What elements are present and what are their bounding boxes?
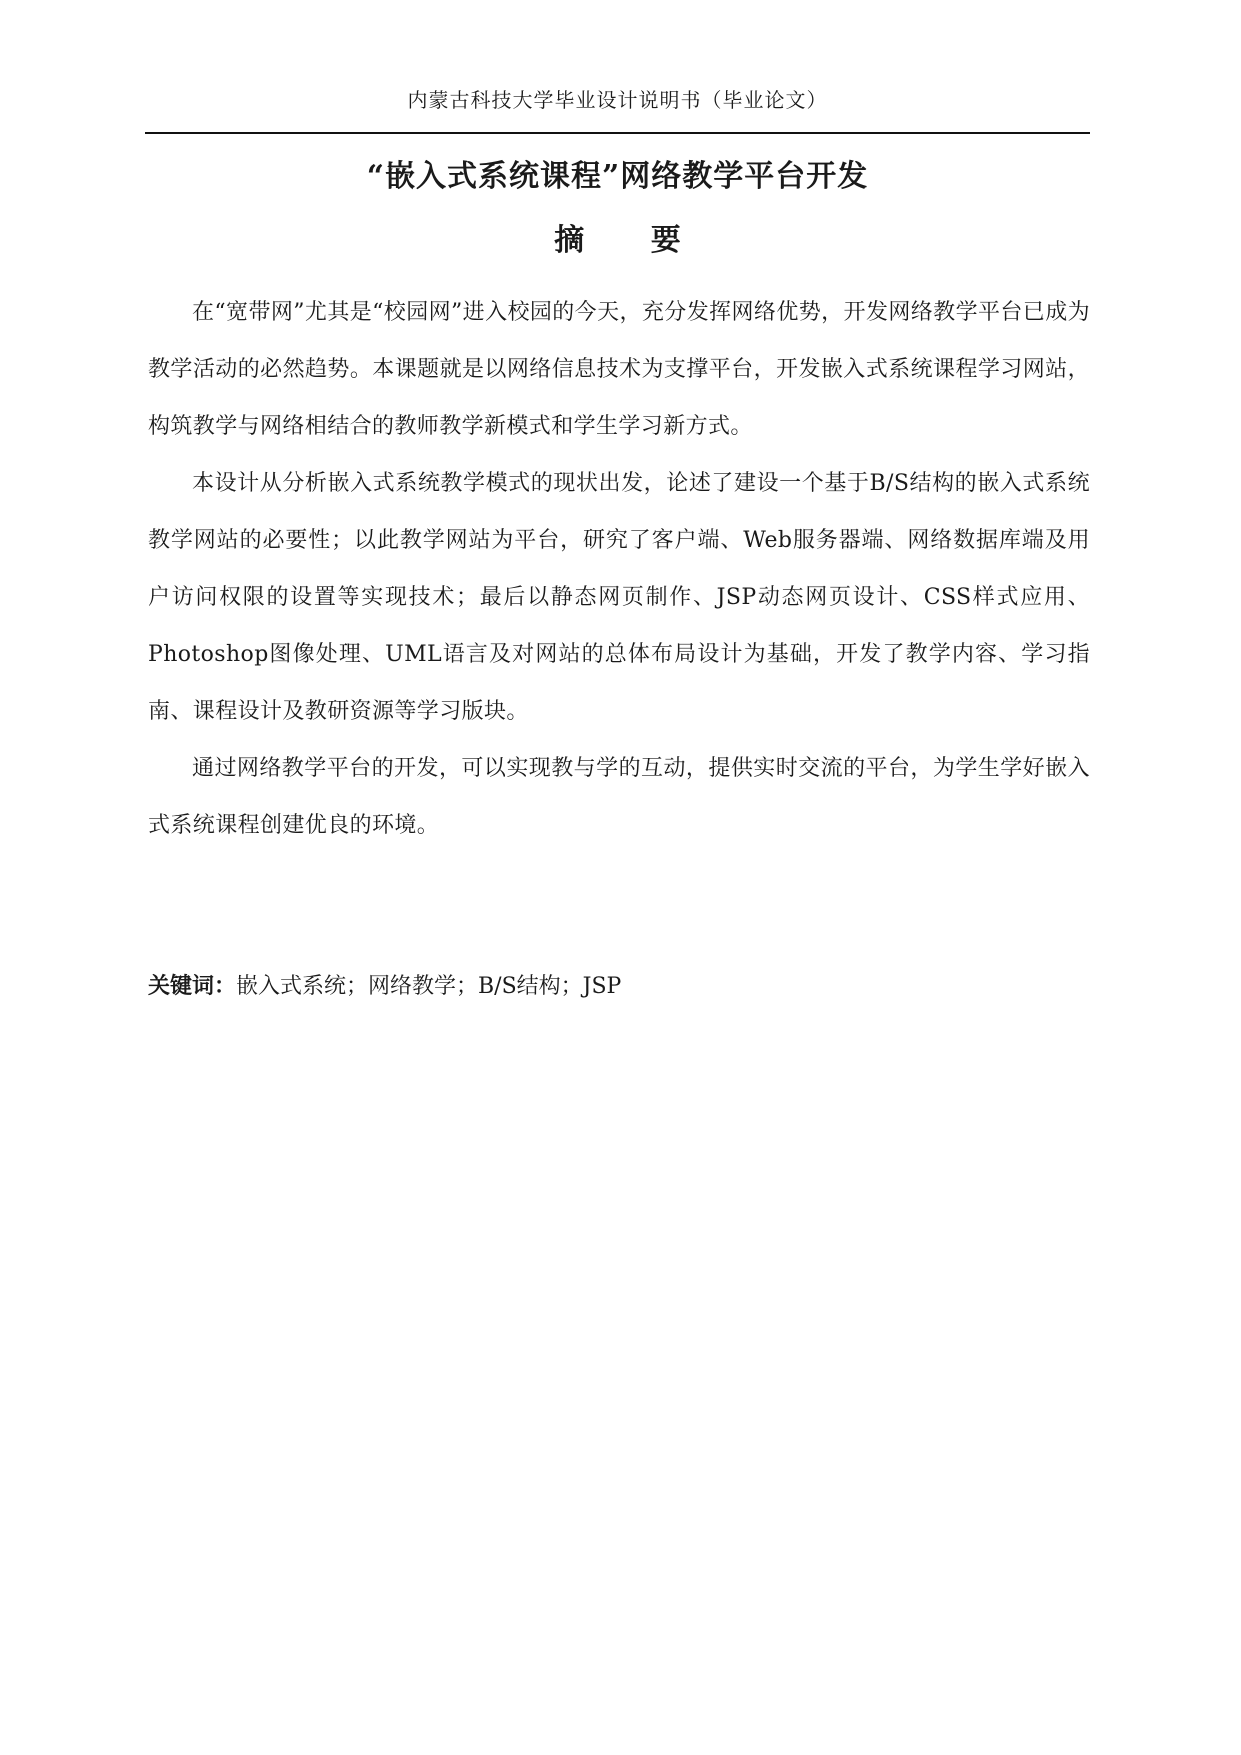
- abstract-heading: 摘 要: [554, 223, 709, 258]
- abstract-body: [148, 284, 1090, 854]
- keywords-text: 嵌入式系统；网络教学；B/S结构；JSP: [236, 974, 622, 999]
- keywords-line: [148, 972, 1090, 1002]
- abstract-paragraph-2: 本设计从分析嵌入式系统教学模式的现状出发，论述了建设一个基于B/S结构的嵌入式系统教学网站的必要性；以此教学网站为平台，研究了客户端、Web服务器端、网络数据库端及用户访问权限的设置等实现技术；最后以静态网页制作、JSP动态网页设计、CSS样式应用、Photoshop图像处理、UML语言及对网站的总体布局设计为基础，开发了教学内容、学习指南、课程设计及教研资源等学习版块。: [148, 471, 1090, 724]
- document-title: “嵌入式系统课程”网络教学平台开发: [366, 159, 869, 194]
- abstract-paragraph-3: 通过网络教学平台的开发，可以实现教与学的互动，提供实时交流的平台，为学生学好嵌入式系统课程创建优良的环境。: [148, 756, 1090, 838]
- running-header: 内蒙古科技大学毕业设计说明书（毕业论文）: [407, 88, 828, 112]
- keywords-label: 关键词：: [148, 974, 237, 999]
- header-rule: [145, 132, 1090, 134]
- abstract-paragraph-1: 在“宽带网”尤其是“校园网”进入校园的今天，充分发挥网络优势，开发网络教学平台已成为教学活动的必然趋势。本课题就是以网络信息技术为支撑平台，开发嵌入式系统课程学习网站，构筑教学与网络相结合的教师教学新模式和学生学习新方式。: [148, 300, 1090, 439]
